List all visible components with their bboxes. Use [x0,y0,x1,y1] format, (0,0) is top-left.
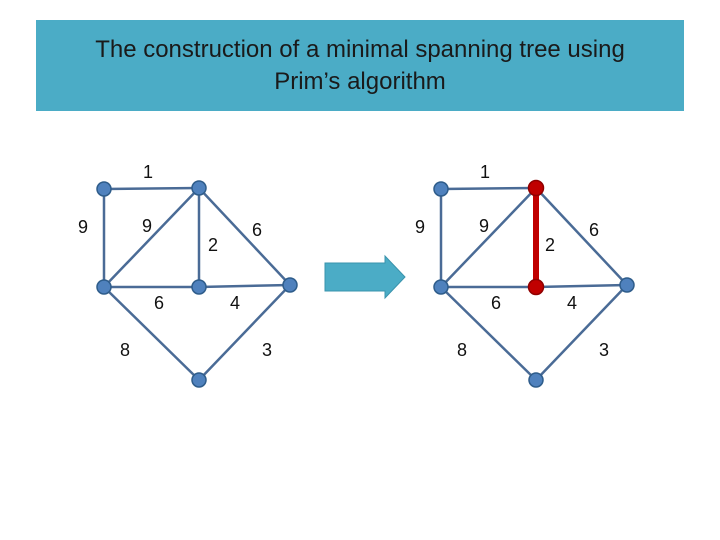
weight-bottom-left: 8 [457,340,468,360]
edge-bottom-right [536,285,627,380]
weight-bottom-left: 8 [120,340,131,360]
graph-node [97,182,111,196]
weight-right-upper: 6 [252,220,263,240]
graph-node [192,373,206,387]
weight-top: 1 [143,162,154,182]
weight-horizontal: 6 [491,293,502,313]
edge-bottom-left [104,287,199,380]
weight-middle-vertical: 2 [208,235,219,255]
right-arrow-icon [325,256,405,298]
edge-diagonal [441,188,536,287]
edge-top [104,188,199,189]
title-line-1: The construction of a minimal spanning tree using [95,35,625,63]
step-1-graph [415,162,634,387]
weight-middle-vertical: 2 [545,235,556,255]
graph-node [620,278,634,292]
graph-node [192,280,206,294]
weight-left: 9 [415,217,426,237]
weight-bottom-right: 3 [262,340,273,360]
title-line-2: Prim’s algorithm [274,67,446,95]
graph-node [434,280,448,294]
graph-node [283,278,297,292]
graph-node [97,280,111,294]
graph-node [529,373,543,387]
edge-right-lower [199,285,290,287]
weight-left: 9 [78,217,89,237]
graph-node-highlighted [529,181,544,196]
weight-top: 1 [480,162,491,182]
weight-diagonal: 9 [142,216,153,236]
graph-node-highlighted [529,280,544,295]
edge-right-lower [536,285,627,287]
edge-bottom-left [441,287,536,380]
edge-diagonal [104,188,199,287]
edge-bottom-right [199,285,290,380]
graph-node [434,182,448,196]
weight-right-lower: 4 [230,293,241,313]
weight-diagonal: 9 [479,216,490,236]
graph-node [192,181,206,195]
initial-graph [78,162,297,387]
weight-right-upper: 6 [589,220,600,240]
weight-bottom-right: 3 [599,340,610,360]
weight-right-lower: 4 [567,293,578,313]
edge-top [441,188,536,189]
weight-horizontal: 6 [154,293,165,313]
